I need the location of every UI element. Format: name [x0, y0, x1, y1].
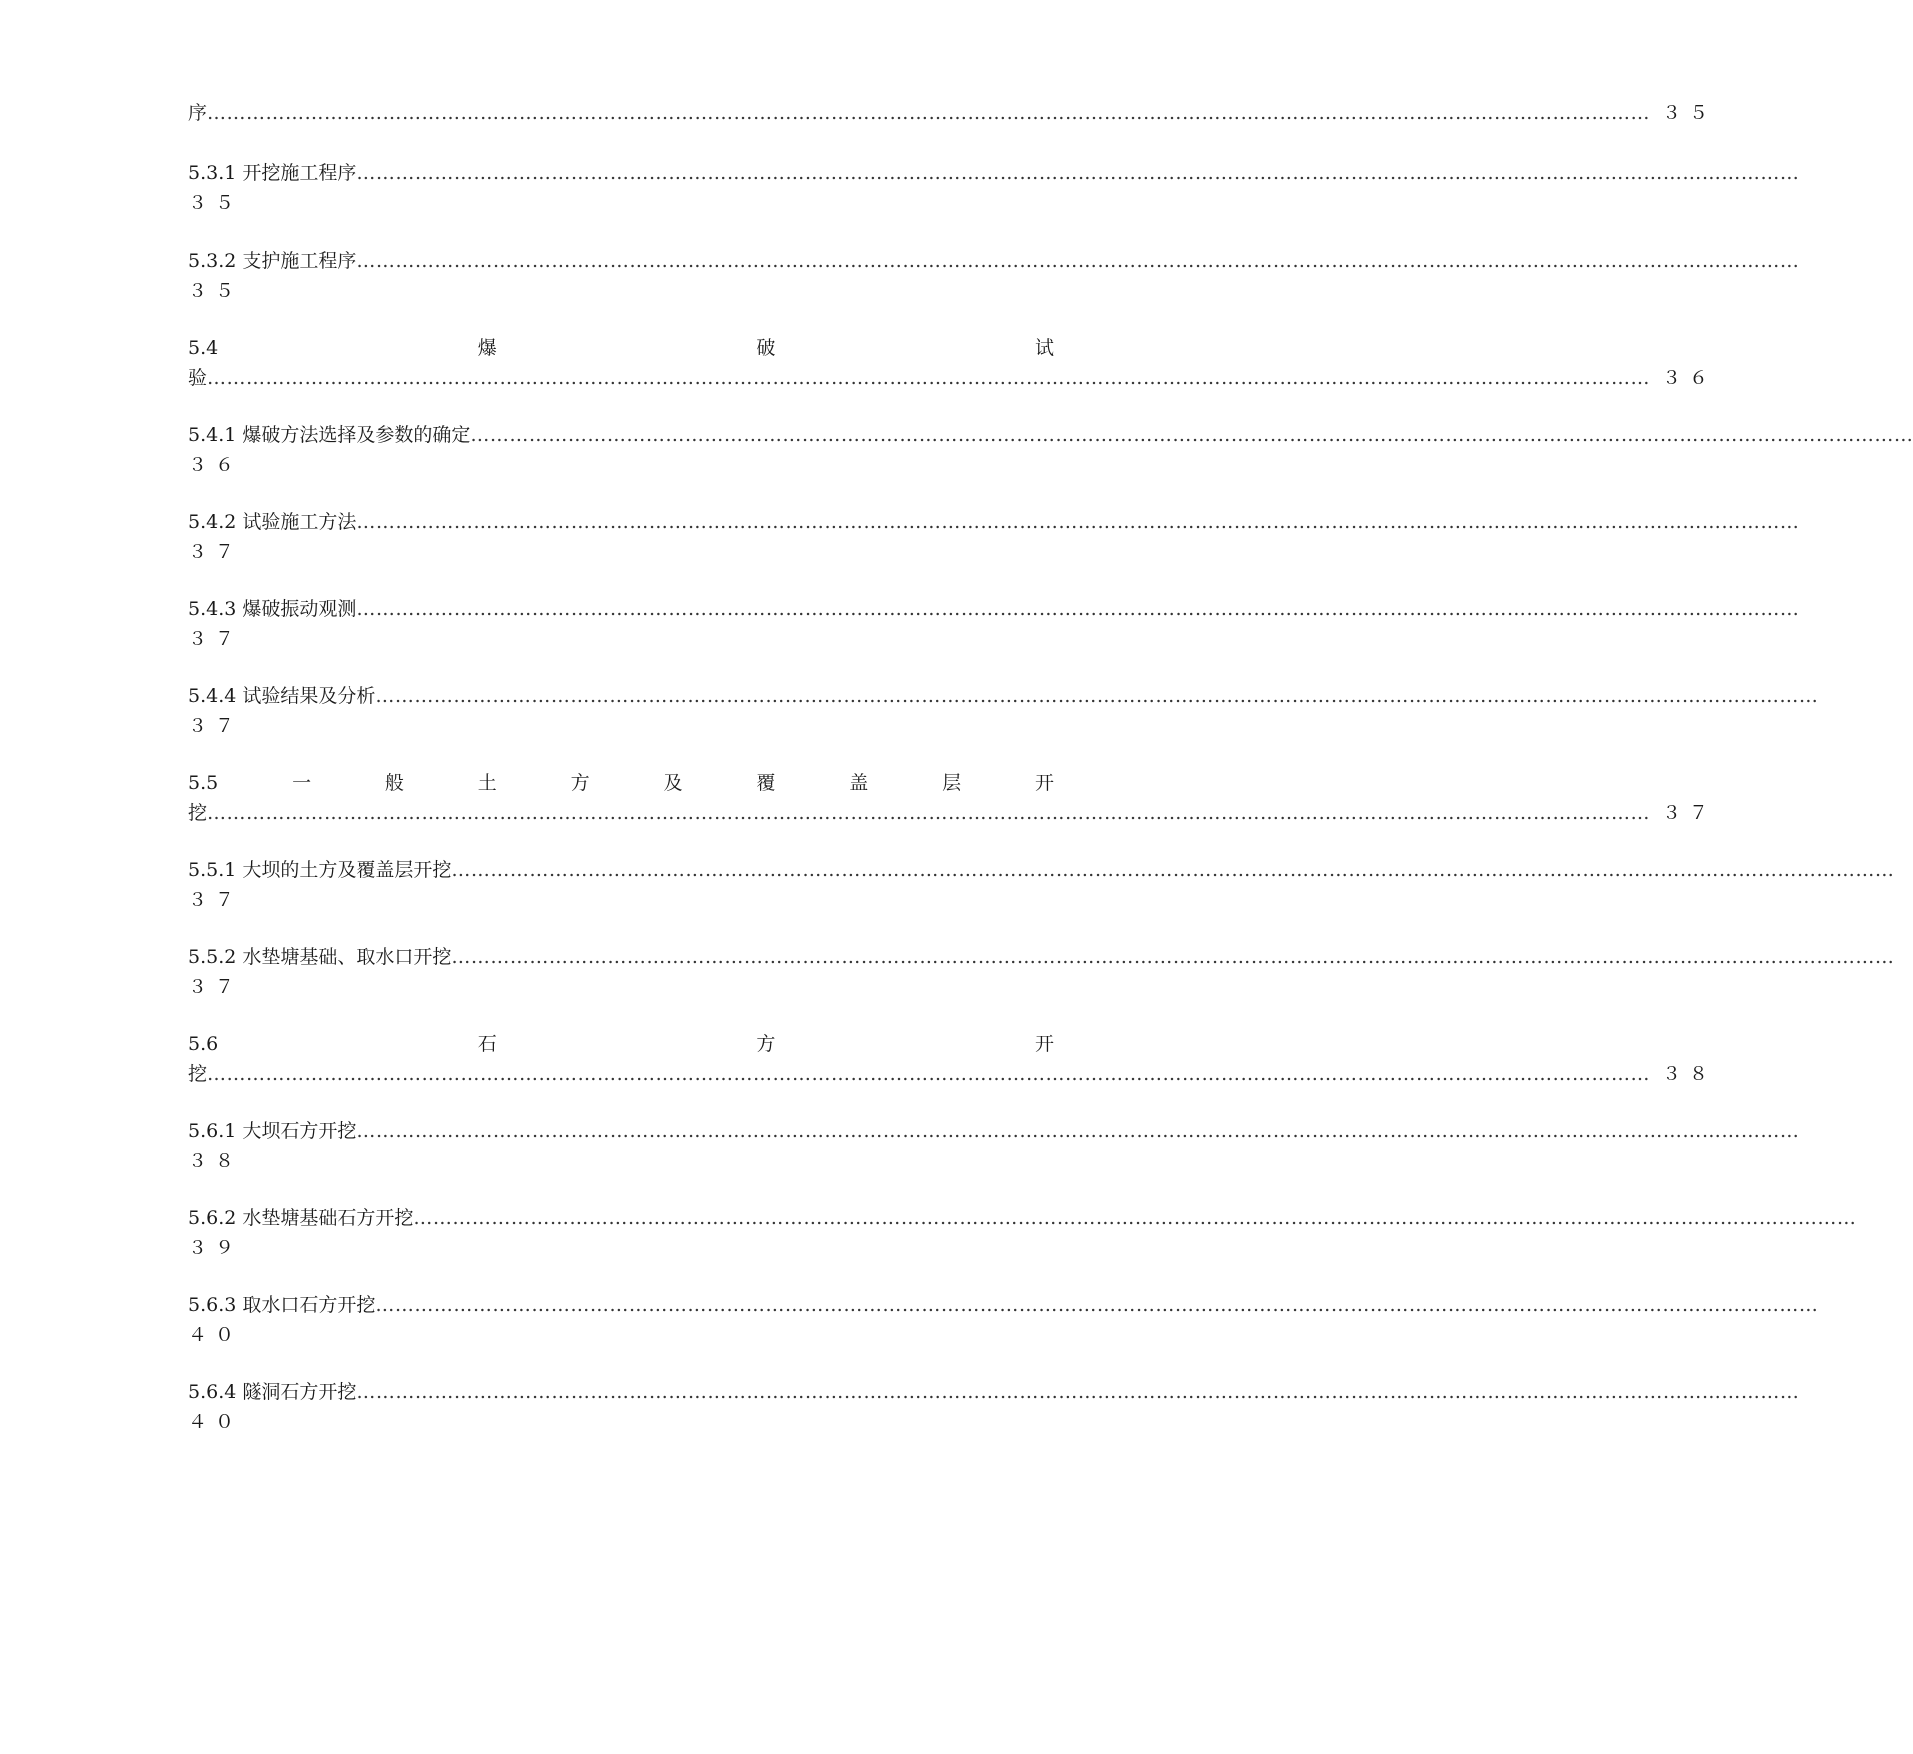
section-number: 5.5 — [188, 772, 219, 794]
toc-page-number: ３６ — [1662, 367, 1717, 389]
section-number: 5.4 — [188, 337, 219, 359]
dot-leader: …………………………………………………………………………………………………………………………………………………………………………………………………… — [375, 1294, 1819, 1316]
toc-page-number: ３７ — [188, 541, 243, 563]
toc-page-number: ３７ — [188, 976, 243, 998]
toc-entry[interactable] — [188, 507, 1800, 567]
toc-page-number: ３８ — [188, 1150, 243, 1172]
toc-page-number: ３７ — [188, 628, 243, 650]
title-char: 土 — [477, 772, 497, 794]
dot-leader: …………………………………………………………………………………………………………………………………………………………………………………………………… — [356, 250, 1800, 272]
toc-entry-title: 5.5.2 水垫塘基础、取水口开挖 — [188, 946, 452, 968]
section-number: 5.6 — [188, 1033, 219, 1055]
toc-entry-title: 5.3.2 支护施工程序 — [188, 250, 357, 272]
toc-page-number: ３７ — [188, 715, 243, 737]
toc-entry-title: 5.6.3 取水口石方开挖 — [188, 1294, 376, 1316]
toc-entry-title: 序 — [188, 102, 208, 124]
title-char: 破 — [756, 337, 776, 359]
toc-entry[interactable] — [188, 942, 1895, 1002]
toc-entry-title: 5.4.1 爆破方法选择及参数的确定 — [188, 424, 471, 446]
toc-entry[interactable] — [188, 855, 1895, 915]
dot-leader: …………………………………………………………………………………………………………………………………………………………………………………………………… — [356, 1120, 1800, 1142]
toc-entry-title: 5.6.4 隧洞石方开挖 — [188, 1381, 357, 1403]
toc-entry[interactable] — [188, 594, 1800, 654]
title-char: 开 — [1034, 1033, 1054, 1055]
title-char: 盖 — [849, 772, 869, 794]
toc-entry-title: 5.4.4 试验结果及分析 — [188, 685, 376, 707]
dot-leader: …………………………………………………………………………………………………………………………………………………………………………………………………… — [451, 859, 1895, 881]
dot-leader: …………………………………………………………………………………………………………………………………………………………………………………………………… — [207, 802, 1651, 824]
toc-entry-title — [188, 1029, 1054, 1059]
toc-page-number: ３８ — [1662, 1063, 1717, 1085]
dot-leader: …………………………………………………………………………………………………………………………………………………………………………………………………… — [413, 1207, 1857, 1229]
title-char: 验 — [188, 367, 208, 389]
dot-leader: …………………………………………………………………………………………………………………………………………………………………………………………………… — [356, 162, 1800, 184]
toc-entry[interactable] — [188, 246, 1800, 306]
dot-leader: …………………………………………………………………………………………………………………………………………………………………………………………………… — [356, 598, 1800, 620]
dot-leader: …………………………………………………………………………………………………………………………………………………………………………………………………… — [207, 102, 1651, 124]
toc-entry-title — [188, 768, 1054, 798]
dot-leader: …………………………………………………………………………………………………………………………………………………………………………………………………… — [470, 424, 1913, 446]
dot-leader: …………………………………………………………………………………………………………………………………………………………………………………………………… — [375, 685, 1819, 707]
toc-page-number: ３９ — [188, 1237, 243, 1259]
toc-entry[interactable] — [188, 1203, 1857, 1263]
title-char: 层 — [942, 772, 962, 794]
title-char: 开 — [1034, 772, 1054, 794]
toc-page-number: ３５ — [1662, 102, 1717, 124]
dot-leader: …………………………………………………………………………………………………………………………………………………………………………………………………… — [356, 511, 1800, 533]
toc-entry[interactable] — [188, 420, 1913, 480]
toc-entry[interactable] — [188, 768, 1717, 828]
dot-leader: …………………………………………………………………………………………………………………………………………………………………………………………………… — [356, 1381, 1800, 1403]
title-char: 挖 — [188, 802, 208, 824]
toc-page-number: ３７ — [1662, 802, 1717, 824]
toc-entry[interactable] — [188, 1116, 1800, 1176]
toc-entry-title: 5.5.1 大坝的土方及覆盖层开挖 — [188, 859, 452, 881]
title-char: 般 — [384, 772, 404, 794]
toc-entry[interactable] — [188, 1290, 1819, 1350]
title-char: 石 — [477, 1033, 497, 1055]
dot-leader: …………………………………………………………………………………………………………………………………………………………………………………………………… — [207, 367, 1651, 389]
toc-page-number: ３５ — [188, 280, 243, 302]
title-char: 爆 — [477, 337, 497, 359]
toc-entry[interactable] — [188, 98, 1717, 128]
title-char: 方 — [570, 772, 590, 794]
toc-entry[interactable] — [188, 681, 1819, 741]
toc-page-number: ４０ — [188, 1411, 243, 1433]
title-char: 挖 — [188, 1063, 208, 1085]
toc-entry[interactable] — [188, 1377, 1800, 1437]
toc-entry[interactable] — [188, 1029, 1717, 1089]
toc-entry-title: 5.3.1 开挖施工程序 — [188, 162, 357, 184]
toc-page-number: ３７ — [188, 889, 243, 911]
toc-entry[interactable] — [188, 158, 1800, 218]
title-char: 及 — [663, 772, 683, 794]
dot-leader: …………………………………………………………………………………………………………………………………………………………………………………………………… — [207, 1063, 1651, 1085]
toc-page-number: ４０ — [188, 1324, 243, 1346]
dot-leader: …………………………………………………………………………………………………………………………………………………………………………………………………… — [451, 946, 1895, 968]
toc-entry-title: 5.6.2 水垫塘基础石方开挖 — [188, 1207, 414, 1229]
toc-entry-title — [188, 333, 1054, 363]
title-char: 方 — [756, 1033, 776, 1055]
toc-entry-title: 5.4.2 试验施工方法 — [188, 511, 357, 533]
title-char: 覆 — [756, 772, 776, 794]
toc-entry-title: 5.6.1 大坝石方开挖 — [188, 1120, 357, 1142]
toc-entry-title: 5.4.3 爆破振动观测 — [188, 598, 357, 620]
toc-page-number: ３６ — [188, 454, 243, 476]
title-char: 试 — [1034, 337, 1054, 359]
toc-entry[interactable] — [188, 333, 1717, 393]
title-char: 一 — [292, 772, 312, 794]
toc-page-number: ３５ — [188, 192, 243, 214]
